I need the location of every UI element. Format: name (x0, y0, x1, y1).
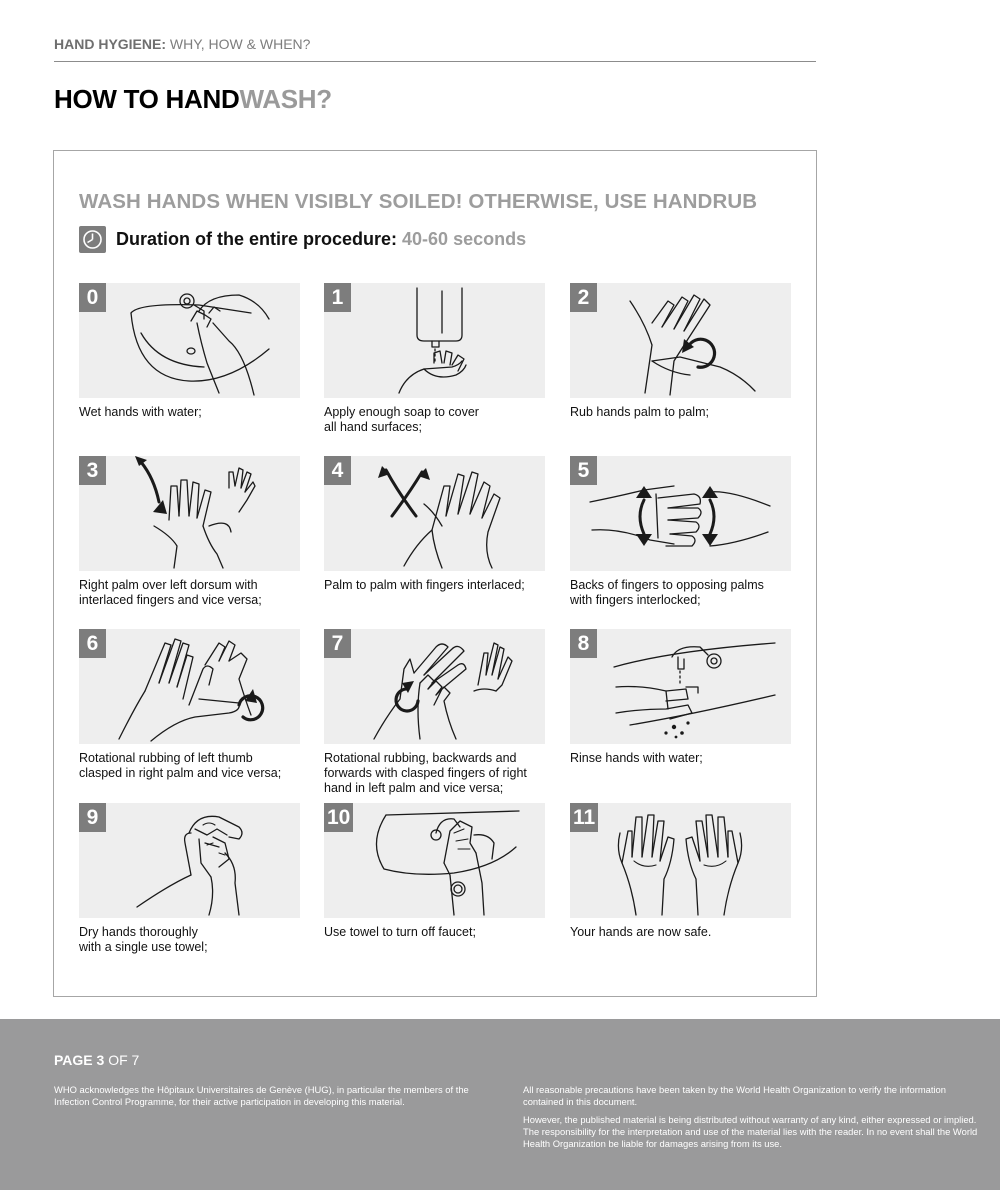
page-indicator-rest: OF 7 (104, 1052, 140, 1068)
step-number: 3 (79, 456, 106, 485)
step-3 (79, 456, 301, 608)
step-2 (570, 283, 792, 420)
step-number: 7 (324, 629, 351, 658)
step-caption: Palm to palm with fingers interlaced; (324, 578, 525, 592)
fingers-interlaced-icon (324, 456, 545, 571)
section-header-rest: WHY, HOW & WHEN? (166, 36, 311, 52)
step-5 (570, 456, 792, 608)
step-caption: Right palm over left dorsum with interlaced fingers and vice versa; (79, 578, 262, 607)
step-panel (79, 456, 300, 571)
disclaimer-paragraph-2: However, the published material is being distributed without warranty of any kind, either expressed or implied. The responsibility for the interpretation and use of the material lies with the reader. In no event shall the World Health Organization be liable for damages arising from its use. (523, 1114, 978, 1149)
section-header-bold: HAND HYGIENE: (54, 36, 167, 52)
step-number: 2 (570, 283, 597, 312)
step-caption: Rotational rubbing of left thumb clasped in right palm and vice versa; (79, 751, 282, 780)
step-number: 8 (570, 629, 597, 658)
fingers-interlocked-icon (570, 456, 791, 571)
step-1 (324, 283, 546, 435)
step-8 (570, 629, 792, 766)
step-11 (570, 803, 792, 940)
step-panel (79, 803, 300, 918)
step-0 (79, 283, 301, 420)
step-caption: Rinse hands with water; (570, 751, 703, 765)
step-panel (570, 283, 791, 398)
step-4 (324, 456, 546, 593)
step-panel (570, 803, 791, 918)
step-panel (324, 456, 545, 571)
palm-over-dorsum-icon (79, 456, 300, 571)
step-number: 5 (570, 456, 597, 485)
step-number: 10 (324, 803, 353, 832)
step-caption: Rub hands palm to palm; (570, 405, 709, 419)
disclaimer (523, 1084, 978, 1150)
soap-dispenser-icon (324, 283, 545, 398)
step-number: 9 (79, 803, 106, 832)
duration-label: Duration of the entire procedure: (116, 228, 398, 249)
page-title-part2: WASH? (239, 84, 332, 114)
step-number: 11 (570, 803, 598, 832)
step-panel (324, 803, 545, 918)
clean-hands-icon (570, 803, 791, 918)
step-panel (324, 629, 545, 744)
step-9 (79, 803, 301, 955)
step-panel (570, 456, 791, 571)
step-caption: Apply enough soap to cover all hand surfaces; (324, 405, 479, 434)
step-caption: Your hands are now safe. (570, 925, 712, 939)
step-caption: Rotational rubbing, backwards and forwards with clasped fingers of right hand in left palm and vice versa; (324, 751, 527, 795)
palm-to-palm-icon (570, 283, 791, 398)
towel-dry-icon (79, 803, 300, 918)
acknowledgement-text: WHO acknowledges the Hôpitaux Universitaires de Genève (HUG), in particular the members of the Infection Control Programme, for their active participation in developing this material. (54, 1084, 469, 1107)
step-number: 6 (79, 629, 106, 658)
clock-icon (79, 226, 106, 253)
page-title (54, 84, 332, 115)
step-panel (79, 629, 300, 744)
step-6 (79, 629, 301, 781)
page-indicator-bold: PAGE 3 (54, 1052, 105, 1068)
step-caption: Wet hands with water; (79, 405, 202, 419)
step-caption: Dry hands thoroughly with a single use towel; (79, 925, 208, 954)
disclaimer-paragraph-1: All reasonable precautions have been taken by the World Health Organization to verify the information contained in this document. (523, 1084, 946, 1107)
warning-heading: WASH HANDS WHEN VISIBLY SOILED! OTHERWISE, USE HANDRUB (79, 190, 758, 213)
page-title-part1: HOW TO HAND (54, 84, 240, 114)
towel-faucet-icon (324, 803, 545, 918)
page-indicator (54, 1052, 139, 1068)
section-header (54, 36, 816, 62)
step-7 (324, 629, 546, 796)
step-caption: Backs of fingers to opposing palms with fingers interlocked; (570, 578, 764, 607)
step-number: 0 (79, 283, 106, 312)
duration-line (79, 225, 526, 253)
fingertip-rubbing-icon (324, 629, 545, 744)
duration-value: 40-60 seconds (402, 228, 527, 249)
step-number: 4 (324, 456, 351, 485)
footer (0, 1019, 1000, 1190)
thumb-rubbing-icon (79, 629, 300, 744)
step-number: 1 (324, 283, 351, 312)
step-caption: Use towel to turn off faucet; (324, 925, 476, 939)
rinse-hands-icon (570, 629, 791, 744)
step-panel (570, 629, 791, 744)
step-panel (79, 283, 300, 398)
faucet-hands-icon (79, 283, 300, 398)
step-10 (324, 803, 546, 940)
step-panel (324, 283, 545, 398)
